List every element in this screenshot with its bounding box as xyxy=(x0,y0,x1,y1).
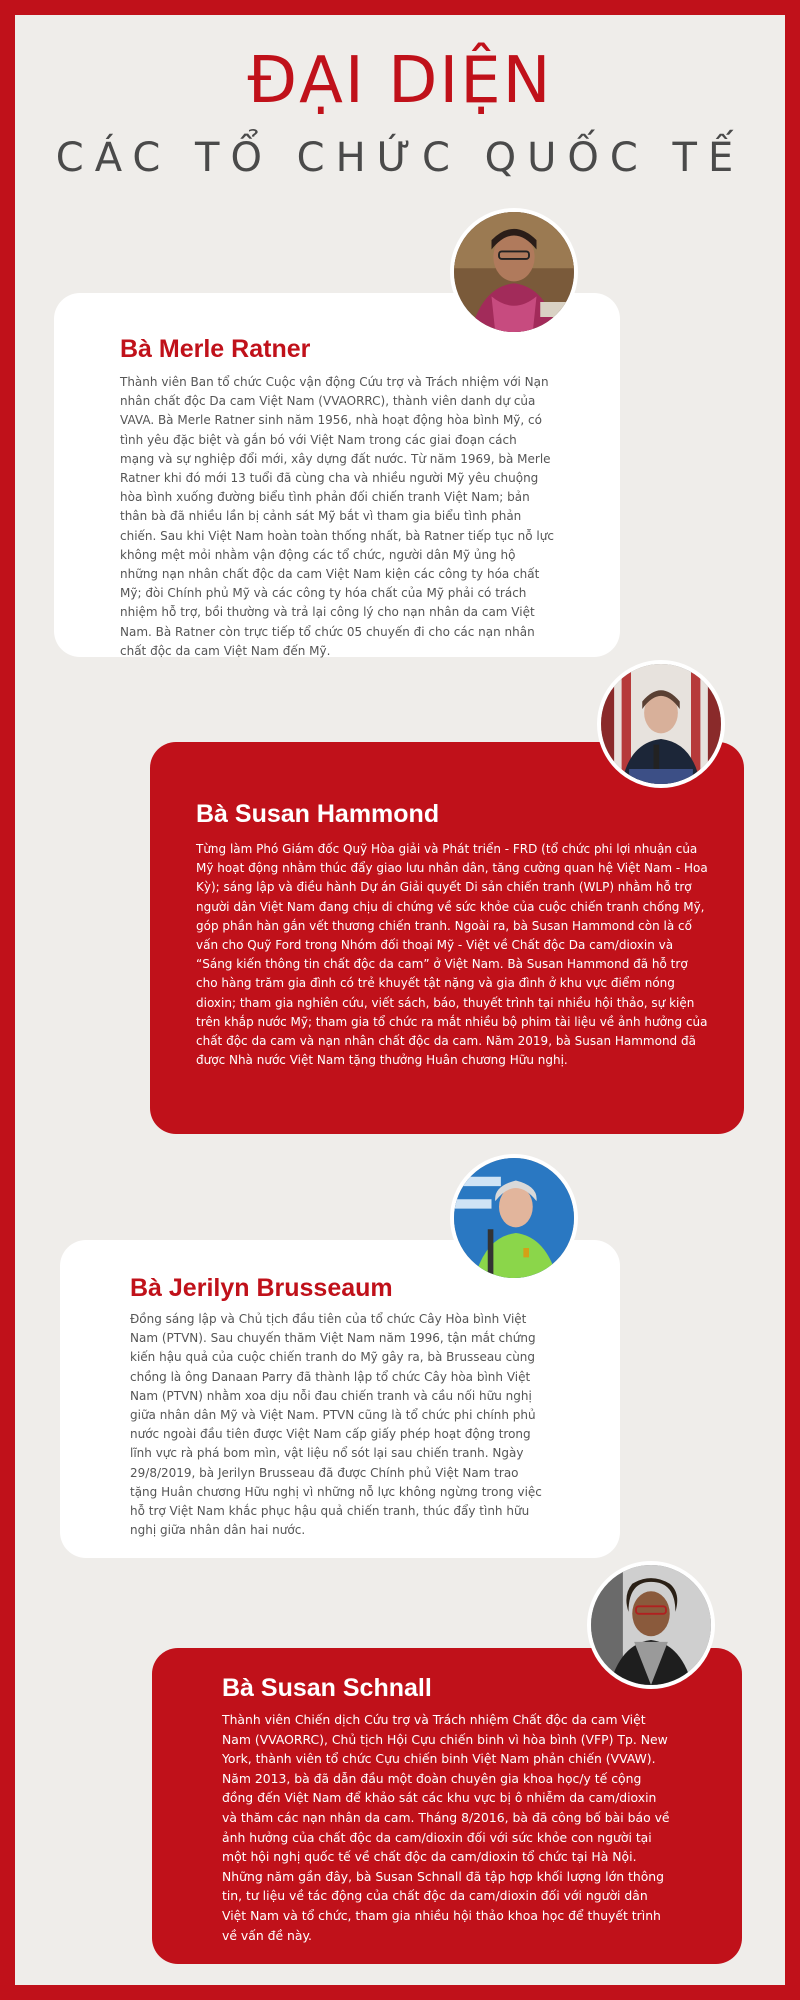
portrait-susan-schnall xyxy=(587,1561,715,1689)
profile-card-susan-schnall xyxy=(152,1648,742,1964)
profile-name: Bà Merle Ratner xyxy=(120,335,311,363)
profile-bio: Đồng sáng lập và Chủ tịch đầu tiên của tổ chức Cây Hòa bình Việt Nam (PTVN). Sau chuyến thăm Việt Nam năm 1996, tận mắt chứng kiến hậu quả của cuộc chiến tranh do Mỹ gây ra, bà Brusseau cùng chồng là ông Danaan Parry đã thành lập tổ chức Cây hòa bình Việt Nam (PTVN) nhằm xoa dịu nỗi đau chiến tranh và cầu nối hữu nghị giữa nhân dân Mỹ và Việt Nam. PTVN cũng là tổ chức phi chính phủ nước ngoài đầu tiên được Việt Nam cấp giấy phép hoạt động trong lĩnh vực rà phá bom mìn, vật liệu nổ sót lại sau chiến tranh. Ngày 29/8/2019, bà Jerilyn Brusseau đã được Chính phủ Việt Nam trao tặng Huân chương Hữu nghị vì những nỗ lực không ngừng trong việc hỗ trợ Việt Nam khắc phục hậu quả chiến tranh, thúc đẩy tình hữu nghị giữa nhân dân hai nước. xyxy=(130,1312,542,1538)
portrait-merle-ratner xyxy=(450,208,578,336)
portrait-image xyxy=(601,664,721,784)
portrait-susan-hammond xyxy=(597,660,725,788)
portrait-image xyxy=(454,212,574,332)
portrait-jerilyn-brusseaum xyxy=(450,1154,578,1282)
profile-card-susan-hammond xyxy=(150,742,744,1134)
profile-bio: Từng làm Phó Giám đốc Quỹ Hòa giải và Phát triển - FRD (tổ chức phi lợi nhuận của Mỹ hoạt động nhằm thúc đẩy giao lưu nhân dân, tăng cường quan hệ Việt Nam - Hoa Kỳ); sáng lập và điều hành Dự án Giải quyết Di sản chiến tranh (WLP) nhằm hỗ trợ người dân Việt Nam đang chịu di chứng về sức khỏe của cuộc chiến tranh chống Mỹ, góp phần hàn gắn vết thương chiến tranh. Ngoài ra, bà Susan Hammond còn là cố vấn cho Quỹ Ford trong Nhóm đối thoại Mỹ - Việt về Chất độc Da cam/dioxin và “Sáng kiến thông tin chất độc da cam” ở Việt Nam. Bà Susan Hammond đã hỗ trợ cho hàng trăm gia đình có trẻ khuyết tật nặng và gia đình ở khu vực điểm nóng dioxin; tham gia nghiên cứu, viết sách, báo, thuyết trình tại nhiều hội thảo, sự kiện trên khắp nước Mỹ; tham gia tổ chức ra mắt nhiều bộ phim tài liệu về ảnh hưởng của chất độc da cam và nạn nhân chất độc da cam. Năm 2019, bà Susan Hammond đã được Nhà nước Việt Nam tặng thưởng Huân chương Hữu nghị. xyxy=(196,842,708,1068)
profile-card-merle-ratner xyxy=(54,293,620,657)
page-title: ĐẠI DIỆN xyxy=(247,44,553,118)
profile-card-jerilyn-brusseaum xyxy=(60,1240,620,1558)
profile-name: Bà Susan Hammond xyxy=(196,800,440,828)
portrait-image xyxy=(454,1158,574,1278)
portrait-image xyxy=(591,1565,711,1685)
profile-bio: Thành viên Chiến dịch Cứu trợ và Trách nhiệm Chất độc da cam Việt Nam (VVAORRC), Chủ tịch Hội Cựu chiến binh vì hòa bình (VFP) Tp. New York, thành viên tổ chức Cựu chiến binh Việt Nam phản chiến (VVAW). Năm 2013, bà đã dẫn đầu một đoàn chuyên gia khoa học/y tế cộng đồng đến Việt Nam để khảo sát các khu vực bị ô nhiễm da cam/dioxin và thăm các nạn nhân da cam. Tháng 8/2016, bà đã công bố bài báo về ảnh hưởng của chất độc da cam/dioxin đối với sức khỏe con người tại một hội nghị quốc tế về chất độc da cam/dioxin tổ chức tại Hà Nội. Những năm gần đây, bà Susan Schnall đã tập hợp khối lượng lớn thông tin, tư liệu về tác động của chất độc da cam/dioxin đối với người dân Việt Nam và tổ chức, tham gia nhiều hội thảo khoa học để thuyết trình về vấn đề này. xyxy=(222,1712,670,1943)
profile-name: Bà Susan Schnall xyxy=(222,1674,432,1702)
page-subtitle: CÁC TỔ CHỨC QUỐC TẾ xyxy=(55,135,745,181)
profile-name: Bà Jerilyn Brusseaum xyxy=(130,1274,393,1302)
profile-bio: Thành viên Ban tổ chức Cuộc vận động Cứu trợ và Trách nhiệm với Nạn nhân chất độc Da cam Việt Nam (VVAORRC), thành viên danh dự của VAVA. Bà Merle Ratner sinh năm 1956, nhà hoạt động hòa bình Mỹ, có tình yêu đặc biệt và gắn bó với Việt Nam trong các giai đoạn cách mạng và sự nghiệp đổi mới, xây dựng đất nước. Từ năm 1969, bà Merle Ratner khi đó mới 13 tuổi đã cùng cha và nhiều người Mỹ yêu chuộng hòa bình xuống đường biểu tình phản đối chiến tranh Việt Nam; bản thân bà đã nhiều lần bị cảnh sát Mỹ bắt vì tham gia biểu tình phản chiến. Sau khi Việt Nam hoàn toàn thống nhất, bà Ratner tiếp tục nỗ lực không mệt mỏi nhằm vận động các tổ chức, người dân Mỹ ủng hộ những nạn nhân chất độc da cam Việt Nam kiện các công ty hóa chất Mỹ; đòi Chính phủ Mỹ và các công ty hóa chất của Mỹ phải có trách nhiệm hỗ trợ, bồi thường và trả lại công lý cho nạn nhân da cam Việt Nam. Bà Ratner còn trực tiếp tổ chức 05 chuyến đi cho các nạn nhân chất độc da cam Việt Nam đến Mỹ. xyxy=(120,375,554,658)
